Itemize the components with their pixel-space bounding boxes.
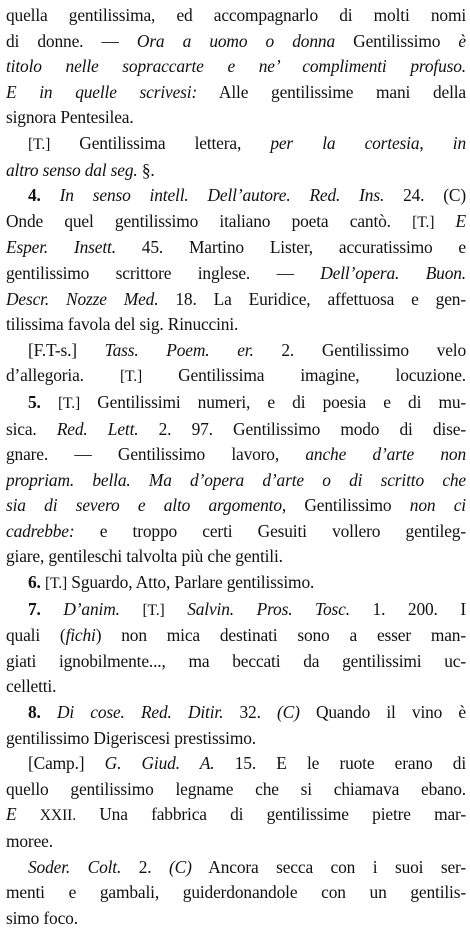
sense-number: 7. [28,598,64,619]
text-line [6,183,466,209]
sense-number: 8. [28,702,57,723]
italic-text: altro senso dal seg. [6,159,138,180]
text-span: giati ignobilmente..., ma beccati da gentilissimi uc- [6,650,466,671]
source-tag: [T.] [142,601,165,619]
italic-text: propriam. bella. Ma d’opera d’arte o di scritto che [6,469,466,490]
text-span: 2. Gentilissimo velo [253,339,466,360]
text-span: signora Pentesilea. [6,107,134,128]
text-span: simo foco. [6,907,78,928]
text-span: sica. [6,418,57,439]
italic-text: Di cose. Red. Ditir. [56,702,224,723]
text-line [6,493,466,519]
text-span: Una fabbrica di gentilissime pietre mar- [75,804,466,825]
text-span: Ancora secca con i suoi ser- [191,856,466,877]
text-span: 2. 97. Gentilissimo modo di dise- [138,418,466,439]
italic-text: E [434,210,466,231]
text-line [6,390,466,417]
italic-text: per la cortesia [270,132,420,153]
text-line [6,338,466,364]
text-line [6,3,466,29]
text-line [6,235,466,261]
text-span: Gentilissima lettera, [50,132,271,153]
text-line [6,80,466,106]
text-span: , [419,132,453,153]
text-line [6,312,466,338]
source-tag: [T.] [57,394,81,412]
text-span: Onde quel gentilissimo italiano poeta cantò. [6,210,413,231]
source-tag: XXII. [39,807,76,825]
text-line [6,802,466,829]
text-line [6,597,466,624]
italic-text: anche d’arte non [305,444,466,465]
text-span: Gentilissimi numeri, e di poesia e di mu- [80,391,466,412]
text-line [6,829,466,855]
text-line [6,649,466,675]
text-span: Gentilissimo [335,30,459,51]
text-span [16,804,39,824]
text-line [6,777,466,803]
text-line [6,261,466,287]
italic-text: cadrebbe: [6,520,75,541]
text-line [6,131,466,158]
italic-text: Tass. Poem. er. [104,339,254,360]
source-tag: [T.] [44,575,68,593]
text-span: Sguardo, Atto, Parlare gentilissimo. [67,572,315,593]
text-span [120,599,143,619]
text-line [6,855,466,881]
text-span: tilissima favola del sig. Rinuccini. [6,314,239,335]
italic-text: Ora a uomo o donna [136,30,335,51]
text-span: ) non mica destinati sono a esser man- [95,625,466,646]
text-line [6,906,466,931]
text-span: [F.T-s.] [28,339,105,360]
italic-text: fichi [65,625,96,646]
text-span: gentilissimo Digeriscesi prestissimo. [6,727,256,748]
text-span: 32. [223,702,278,723]
text-line [6,570,466,597]
text-line [6,105,466,131]
italic-text: Dell’opera. Buon. [320,262,466,283]
text-span: gnare. — Gentilissimo lavoro, [6,444,306,465]
italic-text: sia di severo e alto argomento [6,495,282,516]
italic-text: in [452,132,466,153]
text-line [6,29,466,55]
sense-number: 6. [28,572,45,593]
text-span: quali ( [6,625,66,646]
text-span: 45. Martino Lister, accuratissimo e [115,237,466,258]
text-line [6,880,466,906]
text-span: 24. (C) [384,185,466,206]
text-span: celletti. [6,676,57,697]
text-line [6,751,466,777]
italic-text: Descr. Nozze Med. [6,288,159,309]
text-span: e troppo certi Gesuiti vollero gentileg- [74,520,466,541]
source-tag: [T.] [412,213,435,231]
text-span: §. [137,159,155,180]
text-span: d’allegoria. [6,365,120,386]
text-span: di donne. — [6,30,137,51]
text-span: quella gentilissima, ed accompagnarlo di molti nomi [6,5,466,25]
text-line [6,417,466,443]
text-span: , Gentilissimo [281,495,410,516]
text-line [6,363,466,390]
text-span: Quando il vino è [299,702,466,723]
italic-text: (C) [169,856,192,877]
sense-number: 5. [28,391,58,412]
text-span: Gentilissima imagine, locuzione. [142,365,466,386]
italic-text: G. Giud. A. [104,753,215,774]
text-span: 15. E le ruote erano di [214,753,466,774]
italic-text: In senso intell. Dell’autore. Red. Ins. [59,185,385,206]
italic-text: D’anim. [63,598,120,619]
text-line [6,519,466,545]
text-span [165,599,188,619]
italic-text: è [458,30,466,51]
text-line [6,287,466,313]
text-span: 2. [121,856,169,877]
text-span: menti e gambali, guiderdonandole con un gentilis- [6,882,466,903]
italic-text: Esper. Insett. [6,237,116,258]
source-tag: [T.] [28,135,51,153]
italic-text: Soder. Colt. [28,856,122,877]
italic-text: Salvin. Pros. Tosc. [187,598,350,619]
italic-text: titolo nelle sopraccarte e ne’ complimenti profuso. [6,56,466,77]
italic-text: (C) [277,702,300,723]
italic-text: non ci [409,495,466,516]
text-span: Alle gentilissime mani della [197,81,466,102]
text-line [6,54,466,80]
text-line [6,623,466,649]
italic-text: E in quelle scrivesi: [6,81,198,102]
text-line [6,700,466,726]
text-span: 18. La Euridice, affettuosa e gen- [158,288,466,309]
text-line [6,674,466,700]
text-line [6,468,466,494]
text-line [6,209,466,236]
source-tag: [T.] [119,368,143,386]
text-span: moree. [6,831,53,851]
italic-text: E [6,804,17,825]
text-line [6,726,466,752]
italic-text: Red. Lett. [56,418,139,439]
text-line [6,544,466,570]
text-span: quello gentilissimo legname che si chiamava ebano. [6,778,466,799]
text-span: giare, gentileschi talvolta più che gentili. [6,546,283,567]
text-line [6,158,466,184]
text-span: [Camp.] [28,753,105,774]
text-line [6,442,466,468]
text-span: gentilissimo scrittore inglese. — [6,262,321,283]
text-span: 1. 200. I [349,598,466,619]
sense-number: 4. [28,185,60,206]
